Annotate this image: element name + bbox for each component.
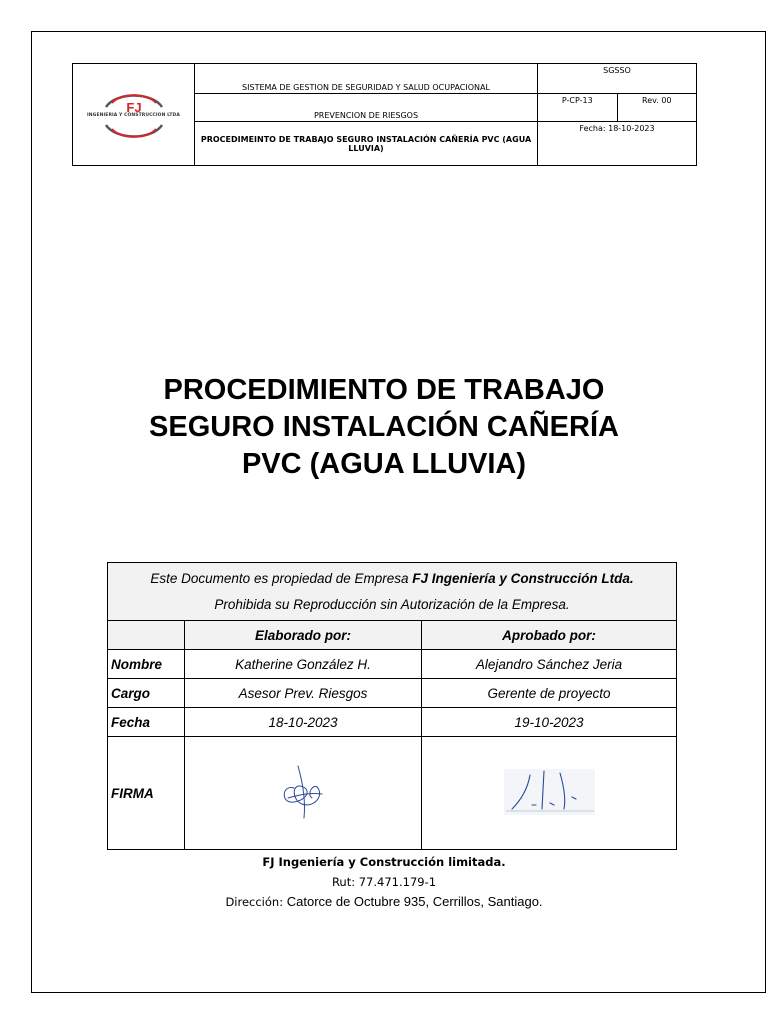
signature-aprobado: [425, 763, 673, 823]
logo-mark: FJ: [125, 99, 142, 115]
row-label-firma: FIRMA: [108, 737, 185, 850]
company-logo: [84, 85, 184, 145]
page-title: [100, 372, 668, 483]
row-label-cargo: Cargo: [108, 679, 185, 708]
title-line-1: PROCEDIMIENTO DE TRABAJO: [163, 374, 605, 406]
procedure-name: PROCEDIMEINTO DE TRABAJO SEGURO INSTALACIÓN CAÑERÍA PVC (AGUA LLUVIA): [195, 122, 538, 166]
aprobado-cargo: Gerente de proyecto: [422, 679, 677, 708]
elaborado-nombre: Katherine González H.: [185, 650, 422, 679]
doc-code: P-CP-13: [538, 94, 618, 122]
elaborado-firma: [185, 737, 422, 850]
doc-revision: Rev. 00: [617, 94, 697, 122]
ownership-company: FJ Ingeniería y Construcción Ltda.: [412, 570, 634, 586]
area-name: PREVENCION DE RIESGOS: [195, 94, 538, 122]
signature-elaborado: [188, 758, 418, 828]
col-aprobado: Aprobado por:: [422, 621, 677, 650]
col-elaborado: Elaborado por:: [185, 621, 422, 650]
footer-address: [100, 892, 668, 912]
aprobado-fecha: 19-10-2023: [422, 708, 677, 737]
table-row: [108, 650, 677, 679]
approval-table: [107, 562, 677, 850]
footer: [100, 852, 668, 912]
ownership-line-2: Prohibida su Reproducción sin Autorización de la Empresa.: [214, 596, 570, 612]
row-label-nombre: Nombre: [108, 650, 185, 679]
title-line-2: SEGURO INSTALACIÓN CAÑERÍA: [149, 411, 619, 443]
logo-cell: [73, 64, 195, 166]
row-label-fecha: Fecha: [108, 708, 185, 737]
elaborado-fecha: 18-10-2023: [185, 708, 422, 737]
aprobado-nombre: Alejandro Sánchez Jeria: [422, 650, 677, 679]
logo-text: INGENIERIA Y CONSTRUCCION LTDA: [87, 112, 180, 118]
ownership-prefix: Este Documento es propiedad de Empresa: [150, 570, 413, 586]
empty-corner: [108, 621, 185, 650]
address-label: Dirección:: [225, 895, 287, 909]
table-row: [108, 708, 677, 737]
elaborado-cargo: Asesor Prev. Riesgos: [185, 679, 422, 708]
aprobado-firma: [422, 737, 677, 850]
table-row: [108, 679, 677, 708]
address-value: Catorce de Octubre 935, Cerrillos, Santiago.: [286, 894, 543, 909]
document-header: [72, 63, 697, 166]
sgsso-label: SGSSO: [538, 64, 697, 94]
doc-date: Fecha: 18-10-2023: [538, 122, 697, 166]
ownership-notice: [108, 563, 677, 621]
title-line-3: PVC (AGUA LLUVIA): [241, 448, 527, 480]
table-row: [108, 737, 677, 850]
footer-rut: Rut: 77.471.179-1: [331, 875, 437, 889]
system-name: SISTEMA DE GESTION DE SEGURIDAD Y SALUD OCUPACIONAL: [195, 64, 538, 94]
footer-company: FJ Ingeniería y Construcción limitada.: [262, 855, 506, 869]
